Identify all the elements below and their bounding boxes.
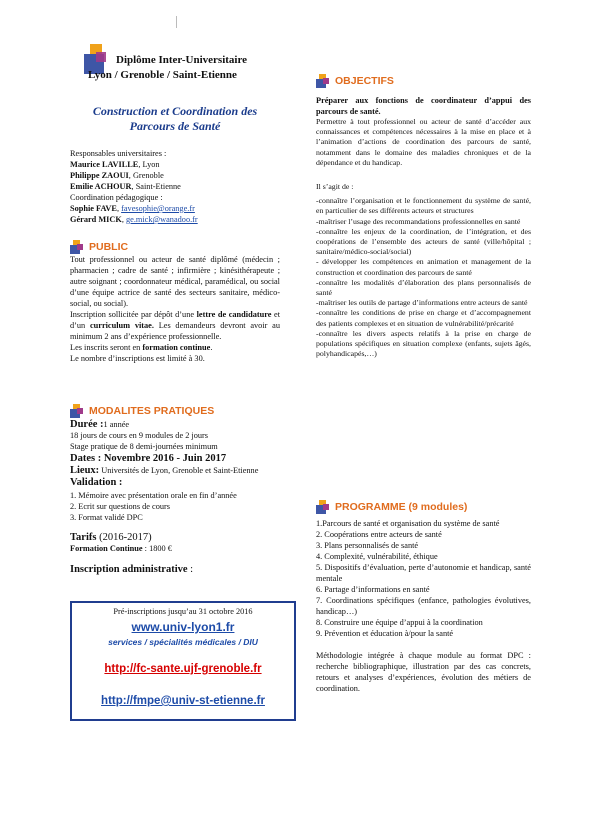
inscription-admin: Inscription administrative : <box>70 564 194 575</box>
objectif-item: -connaître les divers aspects relatifs à la prise en charge de populations spécifiques en situation complexe (enfants, sujets âgés, polyhandicapés,…) <box>316 328 531 359</box>
univ-lyon1-path: services / spécialités médicales / DIU <box>108 637 258 647</box>
coordinator-row: Sophie FAVE, favesophie@orange.fr <box>70 204 195 213</box>
objectif-item: -maîtriser les outils de partage d’informations entre acteurs de santé <box>316 298 528 308</box>
responsable-name: Emilie ACHOUR <box>70 182 132 191</box>
duree-row: Durée :1 année <box>70 419 130 430</box>
objectifs-sagit: Il s’agit de : <box>316 182 354 192</box>
responsable-place: , Lyon <box>138 160 160 169</box>
modalites-heading <box>70 404 214 418</box>
responsable-name: Maurice LAVILLE <box>70 160 139 169</box>
main-title-line1: Construction et Coordination des <box>92 104 258 118</box>
section-logo-icon <box>70 404 86 418</box>
fc-sante-grenoble-link[interactable]: http://fc-sante.ujf-grenoble.fr <box>104 663 262 675</box>
main-title-line2: Parcours de Santé <box>129 119 221 133</box>
public-text <box>70 254 280 364</box>
responsable-name: Philippe ZAOUI <box>70 171 129 180</box>
responsables-heading: Responsables universitaires : <box>70 149 167 158</box>
programme-heading <box>316 500 467 514</box>
fmpe-st-etienne-link[interactable]: http://fmpe@univ-st-etienne.fr <box>101 695 265 707</box>
objectif-item: -connaître les modalités d’élaboration des plans personnalisés de santé <box>316 277 531 298</box>
programme-item: 5. Dispositifs d’évaluation, perte d’autonomie et handicap, santé mentale <box>316 563 531 583</box>
public-heading-text: PUBLIC <box>89 240 129 253</box>
section-logo-icon <box>316 74 332 88</box>
programme-item: 6. Partage d’informations en santé <box>316 585 430 594</box>
responsable-row <box>70 181 280 192</box>
objectif-item: -connaître l’organisation et le fonctionnement du système de santé, en particulier de ses différents acteurs et structures <box>316 196 531 216</box>
section-logo-icon <box>316 500 332 514</box>
programme-block <box>316 518 531 694</box>
page-mark <box>176 16 177 28</box>
objectif-item: - développer les compétences en animation et management de la construction et coordination des parcours de santé <box>316 257 531 277</box>
programme-item: 9. Prévention et éducation à/pour la santé <box>316 629 454 638</box>
modalites-block <box>70 419 280 575</box>
coordinator-email-link[interactable]: favesophie@orange.fr <box>121 204 195 213</box>
validation-item: 1. Mémoire avec présentation orale en fin d’année <box>70 491 237 500</box>
programme-item: 3. Plans personnalisés de santé <box>316 541 419 550</box>
header-title <box>88 53 310 83</box>
responsable-place: , Saint-Etienne <box>131 182 181 191</box>
responsable-place: , Grenoble <box>128 171 164 180</box>
programme-heading-text: PROGRAMME (9 modules) <box>335 500 468 513</box>
modalites-line1: 18 jours de cours en 9 modules de 2 jours <box>70 431 209 440</box>
objectif-item: -maîtriser l’usage des recommandations professionnelles en santé <box>316 216 521 226</box>
objectifs-intro: Préparer aux fonctions de coordinateur d’appui des parcours de santé. <box>316 96 531 116</box>
programme-item: 4. Complexité, vulnérabilité, éthique <box>316 552 438 561</box>
objectifs-para: Permettre à tout professionnel ou acteur de santé d’accéder aux connaissances et compétences nécessaires à la mise en place et à l’animation d’actions de coordination des parcours de santé, notamment dans le domaine des maladies chroniques et de la dépendance et du handicap. <box>316 117 531 167</box>
section-logo-icon <box>70 240 86 254</box>
formation-row: Formation Continue : 1800 € <box>70 544 172 553</box>
tarifs-row: Tarifs (2016-2017) <box>70 532 152 543</box>
coordinator-name: Sophie FAVE <box>70 204 117 213</box>
coordinator-email-link[interactable]: ge.mick@wanadoo.fr <box>126 215 198 224</box>
methodologie-text: Méthodologie intégrée à chaque module au format DPC : recherche bibliographique, illustration par des cas concrets, retours et analyses d’expériences, évolution des métiers de coordination. <box>316 651 531 693</box>
modalites-heading-text: MODALITES PRATIQUES <box>89 404 215 417</box>
public-continuing: Les inscrits seront en formation continue. <box>70 343 213 352</box>
programme-item: 1.Parcours de santé et organisation du système de santé <box>316 519 500 528</box>
objectifs-heading-text: OBJECTIFS <box>335 74 394 87</box>
objectifs-block <box>316 95 531 359</box>
public-heading <box>70 240 128 254</box>
objectifs-heading <box>316 74 394 88</box>
responsable-row <box>70 170 280 181</box>
objectif-item: -connaître les enjeux de la coordination, de l’intégration, et des coopérations de l’ensemble des acteurs de santé (ville/hôpital ; sanitaire/médico-social/social) <box>316 226 531 257</box>
objectif-item: -connaître les conditions de prise en charge et d’accompagnement des patients complexes et en situation de vulnérabilité/précarité <box>316 308 531 328</box>
header-line1: Diplôme Inter-Universitaire <box>116 54 248 66</box>
modalites-line2: Stage pratique de 8 demi-journées minimum <box>70 442 218 451</box>
responsables-block <box>70 148 280 225</box>
programme-item: 7. Coordinations spécifiques (enfance, pathologies évolutives, handicap…) <box>316 596 531 616</box>
links-box <box>70 601 296 721</box>
validation-item: 2. Ecrit sur questions de cours <box>70 502 171 511</box>
lieux-row: Lieux: Universités de Lyon, Grenoble et Saint-Etienne <box>70 465 259 476</box>
dates-row: Dates : Novembre 2016 - Juin 2017 <box>70 453 227 464</box>
validation-label: Validation : <box>70 477 123 488</box>
public-inscription: Inscription sollicitée par dépôt d’une lettre de candidature et d’un curriculum vitae. Les demandeurs devront avoir au minimum 2 ans d’expérience professionnelle. <box>70 310 280 341</box>
responsable-row <box>70 159 280 170</box>
pre-inscriptions-text: Pré-inscriptions jusqu’au 31 octobre 2016 <box>113 607 253 616</box>
coordination-heading: Coordination pédagogique : <box>70 193 163 202</box>
public-description: Tout professionnel ou acteur de santé diplômé (médecin ; pharmacien ; cadre de santé ; infirmière ; kinésithérapeute ; autre soignant ; coordonnateur médical, paramédical, ou social d’une équipe actrice de santé des secteurs sanitaire, médico-social, ou social). <box>70 255 280 308</box>
main-title <box>70 104 280 134</box>
coordinator-name: Gérard MICK <box>70 215 122 224</box>
public-limit: Le nombre d’inscriptions est limité à 30. <box>70 354 205 363</box>
programme-item: 8. Construire une équipe d’appui à la coordination <box>316 618 483 627</box>
validation-item: 3. Format validé DPC <box>70 513 143 522</box>
coordinator-row: Gérard MICK, ge.mick@wanadoo.fr <box>70 215 198 224</box>
programme-item: 2. Coopérations entre acteurs de santé <box>316 530 442 539</box>
header-line2: Lyon / Grenoble / Saint-Etienne <box>88 69 237 81</box>
univ-lyon1-link[interactable]: www.univ-lyon1.fr <box>131 620 235 634</box>
